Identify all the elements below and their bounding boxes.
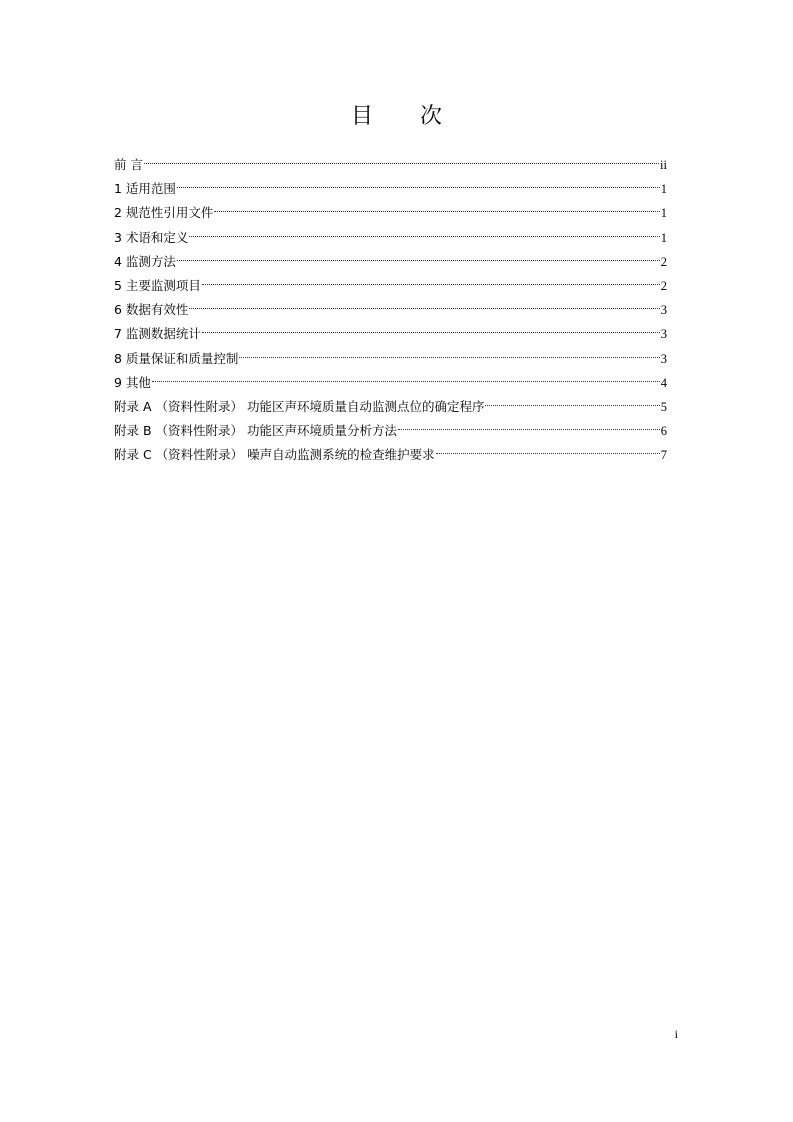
- page-number: i: [674, 1027, 678, 1041]
- toc-entry-label: 附录 A （资料性附录） 功能区声环境质量自动监测点位的确定程序: [114, 398, 485, 414]
- dot-leader: [144, 150, 659, 169]
- dot-leader: [398, 416, 660, 435]
- dot-leader: [485, 392, 659, 411]
- dot-leader: [189, 223, 659, 242]
- toc-entry-5[interactable]: [114, 271, 667, 295]
- toc-entry-page: ii: [660, 158, 667, 172]
- toc-title: 目 次: [351, 104, 462, 129]
- toc-entry-page: 2: [660, 278, 667, 293]
- toc-entry-label: 附录 C （资料性附录） 噪声自动监测系统的检查维护要求: [114, 447, 435, 463]
- toc-entry-appendix-c[interactable]: [114, 440, 667, 464]
- dot-leader: [152, 368, 660, 387]
- toc-entry-page: 7: [660, 448, 667, 463]
- toc-entry-label: 9 其他: [114, 374, 151, 390]
- table-of-contents: [114, 150, 667, 464]
- toc-entry-3[interactable]: [114, 223, 667, 247]
- toc-entry-1[interactable]: [114, 174, 667, 198]
- toc-entry-label: 1 适用范围: [114, 181, 176, 197]
- toc-entry-page: 1: [660, 230, 667, 245]
- toc-entry-page: 1: [660, 182, 667, 197]
- toc-entry-label: 3 术语和定义: [114, 229, 189, 245]
- toc-entry-label: 附录 B （资料性附录） 功能区声环境质量分析方法: [114, 423, 397, 439]
- toc-entry-page: 5: [660, 399, 667, 414]
- toc-entry-6[interactable]: [114, 295, 667, 319]
- toc-entry-label: 2 规范性引用文件: [114, 205, 214, 221]
- dot-leader: [214, 198, 659, 217]
- toc-entry-page: 4: [660, 375, 667, 390]
- toc-entry-label: 7 监测数据统计: [114, 326, 201, 342]
- toc-entry-page: 3: [660, 303, 667, 318]
- dot-leader: [436, 440, 660, 459]
- toc-entry-label: 前 言: [114, 157, 143, 172]
- dot-leader: [177, 174, 660, 193]
- dot-leader: [202, 271, 660, 290]
- toc-entry-page: 3: [660, 327, 667, 342]
- toc-entry-2[interactable]: [114, 198, 667, 222]
- toc-entry-label: 5 主要监测项目: [114, 277, 201, 293]
- toc-entry-label: 8 质量保证和质量控制: [114, 350, 239, 366]
- toc-entry-4[interactable]: [114, 247, 667, 271]
- dot-leader: [189, 295, 659, 314]
- toc-entry-page: 3: [660, 351, 667, 366]
- toc-entry-label: 4 监测方法: [114, 253, 176, 269]
- toc-entry-8[interactable]: [114, 344, 667, 368]
- dot-leader: [239, 344, 659, 363]
- toc-entry-label: 6 数据有效性: [114, 302, 189, 318]
- toc-entry-foreword[interactable]: [114, 150, 667, 174]
- dot-leader: [202, 319, 660, 338]
- toc-entry-appendix-b[interactable]: [114, 416, 667, 440]
- toc-entry-appendix-a[interactable]: [114, 392, 667, 416]
- toc-entry-9[interactable]: [114, 368, 667, 392]
- toc-entry-page: 1: [660, 206, 667, 221]
- toc-entry-page: 2: [660, 254, 667, 269]
- toc-entry-7[interactable]: [114, 319, 667, 343]
- dot-leader: [177, 247, 660, 266]
- toc-entry-page: 6: [660, 424, 667, 439]
